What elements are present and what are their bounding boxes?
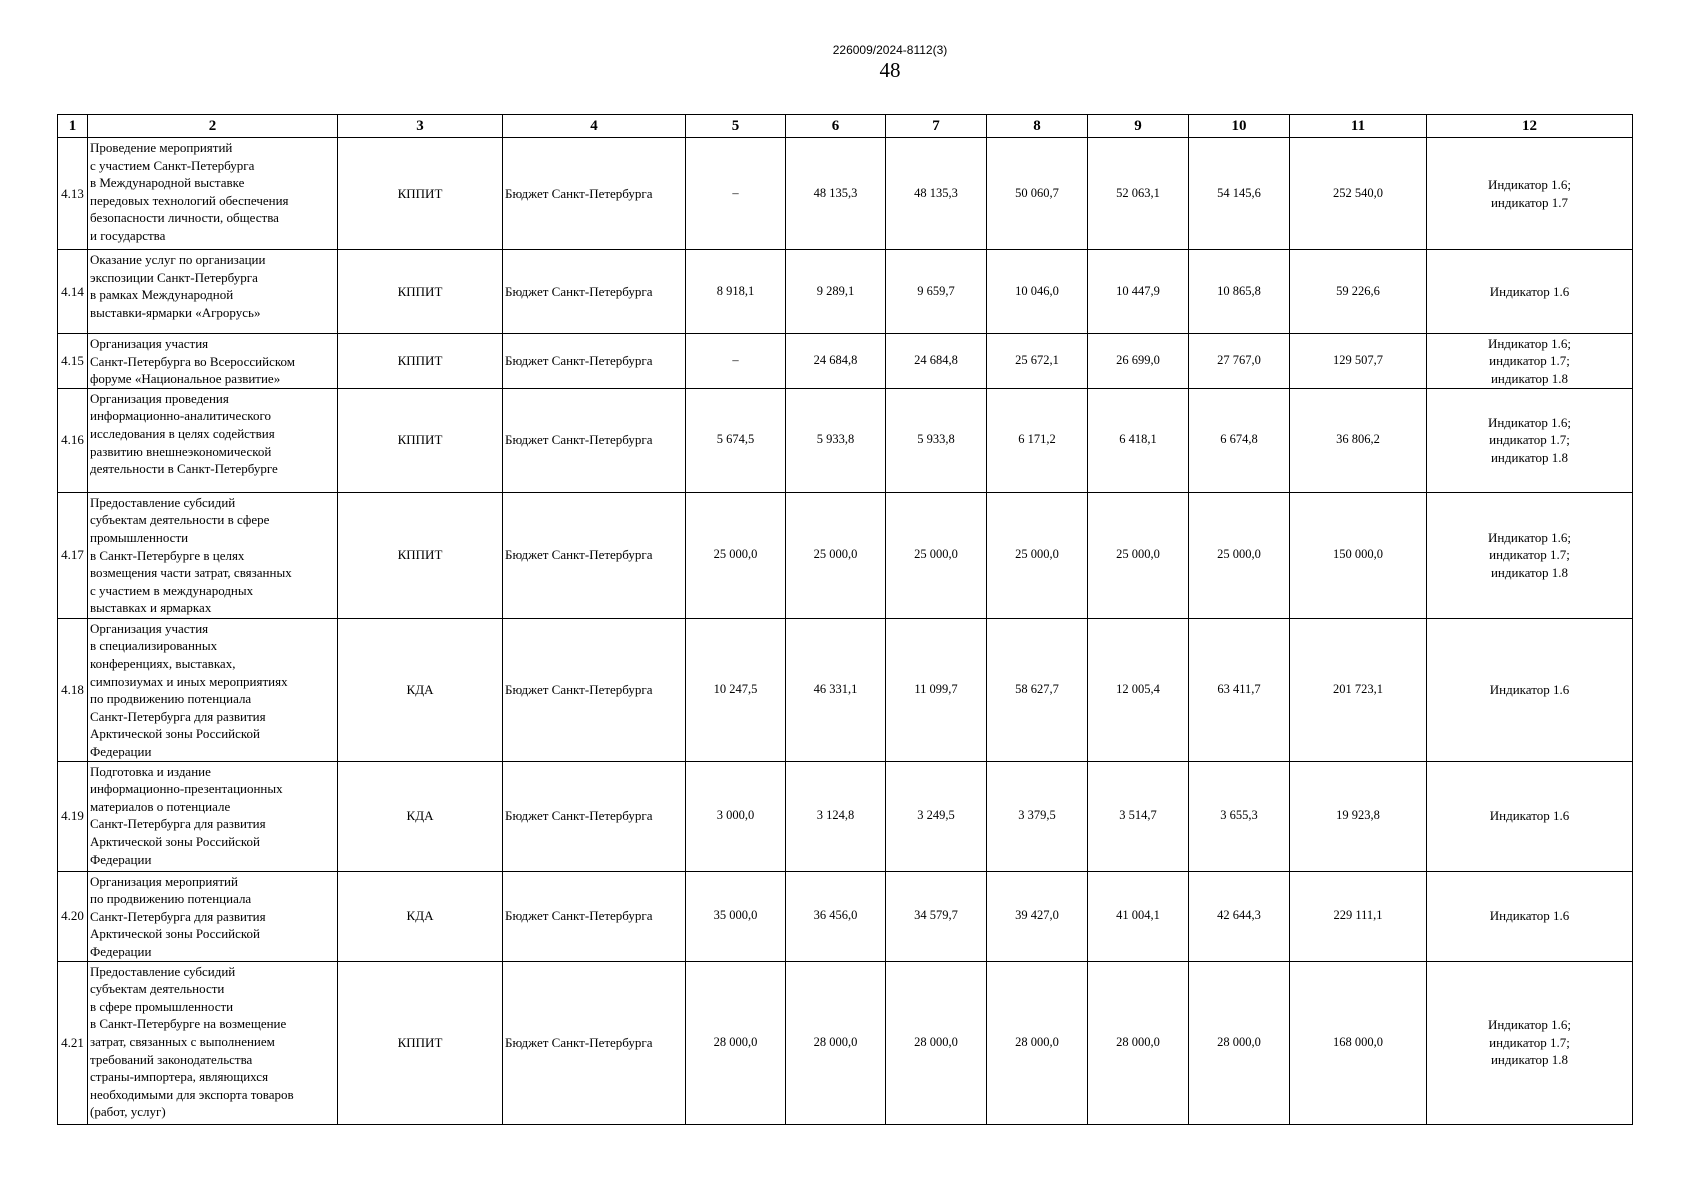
value-total: 59 226,6 xyxy=(1290,250,1427,334)
value-col9: 26 699,0 xyxy=(1088,334,1189,389)
event-name: Оказание услуг по организации экспозиции Санкт-Петербурга в рамках Международной выставки-ярмарки «Агрорусь» xyxy=(88,250,338,334)
value-col10: 42 644,3 xyxy=(1189,871,1290,961)
value-total: 168 000,0 xyxy=(1290,961,1427,1124)
funding-source: Бюджет Санкт-Петербурга xyxy=(503,250,686,334)
value-col10: 10 865,8 xyxy=(1189,250,1290,334)
value-col9: 25 000,0 xyxy=(1088,492,1189,618)
page-number: 48 xyxy=(879,58,901,82)
value-total: 19 923,8 xyxy=(1290,761,1427,871)
row-number: 4.19 xyxy=(58,761,88,871)
event-name: Организация участия в специализированных конференциях, выставках, симпозиумах и иных мероприятиях по продвижению потенциала Санкт-Петербурга для развития Арктической зоны Российской Федерации xyxy=(88,618,338,761)
header-cell: 10 xyxy=(1189,115,1290,138)
row-number: 4.17 xyxy=(58,492,88,618)
event-name: Предоставление субсидий субъектам деятельности в сфере промышленности в Санкт-Петербурге в целях возмещения части затрат, связанных с участием в международных выставках и ярмарках xyxy=(88,492,338,618)
value-col9: 6 418,1 xyxy=(1088,388,1189,492)
value-col8: 28 000,0 xyxy=(987,961,1088,1124)
executor: КППИТ xyxy=(338,388,503,492)
value-col10: 27 767,0 xyxy=(1189,334,1290,389)
value-total: 252 540,0 xyxy=(1290,138,1427,250)
value-total: 201 723,1 xyxy=(1290,618,1427,761)
value-col9: 10 447,9 xyxy=(1088,250,1189,334)
value-col8: 6 171,2 xyxy=(987,388,1088,492)
table-row xyxy=(58,250,1633,334)
row-number: 4.14 xyxy=(58,250,88,334)
value-col10: 3 655,3 xyxy=(1189,761,1290,871)
table-row xyxy=(58,761,1633,871)
program-table xyxy=(57,114,1633,1125)
row-number: 4.15 xyxy=(58,334,88,389)
header-cell: 2 xyxy=(88,115,338,138)
value-col6: 28 000,0 xyxy=(786,961,886,1124)
funding-source: Бюджет Санкт-Петербурга xyxy=(503,761,686,871)
header-cell: 12 xyxy=(1427,115,1633,138)
header-cell: 1 xyxy=(58,115,88,138)
value-total: 129 507,7 xyxy=(1290,334,1427,389)
value-col7: 25 000,0 xyxy=(886,492,987,618)
value-col10: 63 411,7 xyxy=(1189,618,1290,761)
executor: КППИТ xyxy=(338,334,503,389)
event-name: Предоставление субсидий субъектам деятельности в сфере промышленности в Санкт-Петербурге на возмещение затрат, связанных с выполнением требований законодательства страны-импортера, являющихся необходимыми для экспорта товаров (работ, услуг) xyxy=(88,961,338,1124)
value-col8: 3 379,5 xyxy=(987,761,1088,871)
executor: КДА xyxy=(338,871,503,961)
indicators: Индикатор 1.6; индикатор 1.7; индикатор 1.8 xyxy=(1427,961,1633,1124)
table-row xyxy=(58,334,1633,389)
table-row xyxy=(58,388,1633,492)
value-col6: 24 684,8 xyxy=(786,334,886,389)
value-total: 36 806,2 xyxy=(1290,388,1427,492)
indicators: Индикатор 1.6 xyxy=(1427,250,1633,334)
value-col5: 28 000,0 xyxy=(686,961,786,1124)
row-number: 4.16 xyxy=(58,388,88,492)
value-col5: – xyxy=(686,138,786,250)
value-col7: 24 684,8 xyxy=(886,334,987,389)
value-col8: 25 672,1 xyxy=(987,334,1088,389)
header-cell: 5 xyxy=(686,115,786,138)
indicators: Индикатор 1.6; индикатор 1.7; индикатор 1.8 xyxy=(1427,334,1633,389)
table-row xyxy=(58,961,1633,1124)
executor: КППИТ xyxy=(338,250,503,334)
value-col7: 11 099,7 xyxy=(886,618,987,761)
value-col6: 25 000,0 xyxy=(786,492,886,618)
value-col9: 41 004,1 xyxy=(1088,871,1189,961)
value-col6: 46 331,1 xyxy=(786,618,886,761)
value-col5: 25 000,0 xyxy=(686,492,786,618)
executor: КППИТ xyxy=(338,138,503,250)
value-col5: 10 247,5 xyxy=(686,618,786,761)
value-col6: 36 456,0 xyxy=(786,871,886,961)
value-col10: 6 674,8 xyxy=(1189,388,1290,492)
funding-source: Бюджет Санкт-Петербурга xyxy=(503,871,686,961)
value-col7: 5 933,8 xyxy=(886,388,987,492)
header-cell: 8 xyxy=(987,115,1088,138)
indicators: Индикатор 1.6; индикатор 1.7; индикатор 1.8 xyxy=(1427,388,1633,492)
value-col6: 48 135,3 xyxy=(786,138,886,250)
indicators: Индикатор 1.6 xyxy=(1427,618,1633,761)
header-cell: 9 xyxy=(1088,115,1189,138)
value-col9: 3 514,7 xyxy=(1088,761,1189,871)
value-col10: 28 000,0 xyxy=(1189,961,1290,1124)
value-col7: 34 579,7 xyxy=(886,871,987,961)
indicators: Индикатор 1.6; индикатор 1.7 xyxy=(1427,138,1633,250)
value-col5: 5 674,5 xyxy=(686,388,786,492)
value-col7: 3 249,5 xyxy=(886,761,987,871)
funding-source: Бюджет Санкт-Петербурга xyxy=(503,961,686,1124)
value-col8: 39 427,0 xyxy=(987,871,1088,961)
table-body xyxy=(58,115,1633,1125)
event-name: Организация участия Санкт-Петербурга во Всероссийском форуме «Национальное развитие» xyxy=(88,334,338,389)
event-name: Организация проведения информационно-аналитического исследования в целях содействия развитию внешнеэкономической деятельности в Санкт-Петербурге xyxy=(88,388,338,492)
value-col8: 10 046,0 xyxy=(987,250,1088,334)
header-cell: 7 xyxy=(886,115,987,138)
executor: КППИТ xyxy=(338,492,503,618)
table-row xyxy=(58,138,1633,250)
executor: КДА xyxy=(338,618,503,761)
event-name: Организация мероприятий по продвижению потенциала Санкт-Петербурга для развития Арктической зоны Российской Федерации xyxy=(88,871,338,961)
value-col6: 3 124,8 xyxy=(786,761,886,871)
value-col7: 48 135,3 xyxy=(886,138,987,250)
table-row xyxy=(58,492,1633,618)
funding-source: Бюджет Санкт-Петербурга xyxy=(503,388,686,492)
executor: КДА xyxy=(338,761,503,871)
value-col9: 52 063,1 xyxy=(1088,138,1189,250)
value-col6: 5 933,8 xyxy=(786,388,886,492)
funding-source: Бюджет Санкт-Петербурга xyxy=(503,138,686,250)
value-total: 150 000,0 xyxy=(1290,492,1427,618)
value-col5: 8 918,1 xyxy=(686,250,786,334)
header-cell: 6 xyxy=(786,115,886,138)
row-number: 4.20 xyxy=(58,871,88,961)
value-col5: 3 000,0 xyxy=(686,761,786,871)
value-col5: – xyxy=(686,334,786,389)
value-total: 229 111,1 xyxy=(1290,871,1427,961)
table-row xyxy=(58,618,1633,761)
funding-source: Бюджет Санкт-Петербурга xyxy=(503,618,686,761)
indicators: Индикатор 1.6 xyxy=(1427,761,1633,871)
value-col8: 25 000,0 xyxy=(987,492,1088,618)
header-cell: 3 xyxy=(338,115,503,138)
value-col9: 12 005,4 xyxy=(1088,618,1189,761)
row-number: 4.13 xyxy=(58,138,88,250)
value-col8: 50 060,7 xyxy=(987,138,1088,250)
value-col10: 25 000,0 xyxy=(1189,492,1290,618)
indicators: Индикатор 1.6 xyxy=(1427,871,1633,961)
header-row xyxy=(58,115,1633,138)
table-row xyxy=(58,871,1633,961)
executor: КППИТ xyxy=(338,961,503,1124)
event-name: Подготовка и издание информационно-презентационных материалов о потенциале Санкт-Петербурга для развития Арктической зоны Российской Федерации xyxy=(88,761,338,871)
value-col8: 58 627,7 xyxy=(987,618,1088,761)
row-number: 4.21 xyxy=(58,961,88,1124)
value-col6: 9 289,1 xyxy=(786,250,886,334)
funding-source: Бюджет Санкт-Петербурга xyxy=(503,334,686,389)
header-cell: 11 xyxy=(1290,115,1427,138)
value-col5: 35 000,0 xyxy=(686,871,786,961)
funding-source: Бюджет Санкт-Петербурга xyxy=(503,492,686,618)
event-name: Проведение мероприятий с участием Санкт-Петербурга в Международной выставке передовых технологий обеспечения безопасности личности, общества и государства xyxy=(88,138,338,250)
document-code: 226009/2024-8112(3) xyxy=(832,43,948,57)
row-number: 4.18 xyxy=(58,618,88,761)
value-col10: 54 145,6 xyxy=(1189,138,1290,250)
value-col7: 9 659,7 xyxy=(886,250,987,334)
header-cell: 4 xyxy=(503,115,686,138)
indicators: Индикатор 1.6; индикатор 1.7; индикатор 1.8 xyxy=(1427,492,1633,618)
value-col9: 28 000,0 xyxy=(1088,961,1189,1124)
value-col7: 28 000,0 xyxy=(886,961,987,1124)
